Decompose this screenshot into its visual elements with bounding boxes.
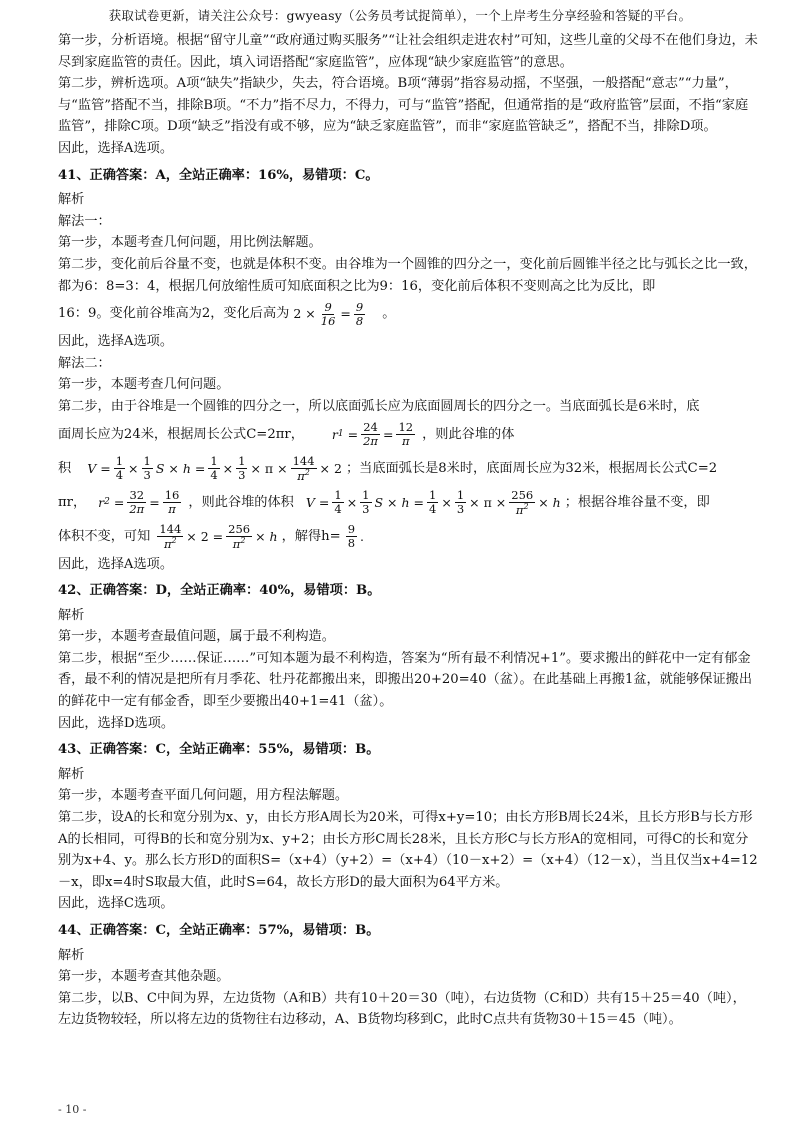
- q41-m2-line-r1: 面周长应为24米，根据周长公式C=2πr， r 1 = $\frac{24}{2\pi}$ = $\frac{12}{\pi}$ ，则此谷堆的体: [58, 420, 515, 448]
- q40-step1: 第一步，分析语境。根据“留守儿童”“政府通过购买服务”“让社会组织走进农村”可知，这些儿童的父母不在他们身边，未尽到家庭监管的责任。因此，填入词语搭配“家庭监管”，应体现“缺少家庭监管”的意思。: [58, 33, 758, 70]
- q41-m2-conclusion: 因此，选择A选项。: [58, 556, 174, 572]
- q43-step2: 第二步，设A的长和宽分别为x、y，由长方形A周长为20米，可得x+y=10；由长方形B周长24米，且长方形B与长方形A的长相同，可得B的长和宽分别为x、y+2；由长方形C周长28米，且长方形C与长方形A的宽相同，可得C的长和宽分别为x+4、y。那么长方形D的面积S=（x+4）（y+2）=（x+4）（10－x+2）=（x+4）（12－x），当且仅当x+4=12－x，即x=4时S取最大值，此时S=64，故长方形D的最大面积为64平方米。: [58, 810, 758, 890]
- q41-m1-step1: 第一步，本题考查几何问题，用比例法解题。: [58, 235, 322, 251]
- q41-m1-step2-cont: 16：9。变化前谷堆高为2，变化后高为 2 × $\frac{9}{16}$ = $\frac{9}{8}$ 。: [58, 299, 396, 328]
- q41-method2-label: 解法二：: [58, 355, 111, 371]
- formula-r2: r 2 = $\frac{32}{2\pi}$ = $\frac{16}{\pi}$: [98, 488, 180, 516]
- q41-analysis-label: 解析: [58, 192, 85, 208]
- q42-step2: 第二步，根据“至少……保证……”可知本题为最不利构造，答案为“所有最不利情况+1”。要求搬出的鲜花中一定有郁金香，最不利的情况是把所有月季花、牡丹花都搬出来，即搬出20+20=40（盆）。在此基础上再搬1盆，就能够保证搬出的鲜花中一定有郁金香，即至少要搬出40+1=41（盆）。: [58, 650, 753, 710]
- formula-v2: V = $\frac{1}{4}$ × $\frac{1}{3}$ S × h = $\frac{1}{4}$ × $\frac{1}{3}$ × π × $\frac{256}{\pi^2}$ × h: [305, 487, 561, 517]
- q42-analysis-label: 解析: [58, 607, 85, 623]
- formula-v1: V = $\frac{1}{4}$ × $\frac{1}{3}$ S × h = $\frac{1}{4}$ × $\frac{1}{3}$ × π × $\frac{144}{\pi^2}$ × 2: [87, 453, 342, 483]
- q42-answer: 42、正确答案：D，全站正确率：40%，易错项：B。: [58, 583, 381, 599]
- q42-conclusion: 因此，选择D选项。: [58, 715, 175, 731]
- q41-m2-line-v1: 积 V = $\frac{1}{4}$ × $\frac{1}{3}$ S × h = $\frac{1}{4}$ × $\frac{1}{3}$ × π × $\frac{144}{\pi^2}$ × 2 ；当底面弧长是8米时，底面周长应为32米，根据周长公式C=2: [58, 453, 718, 483]
- q44-analysis-label: 解析: [58, 947, 85, 963]
- q43-answer: 43、正确答案：C，全站正确率：55%，易错项：B。: [58, 742, 380, 758]
- q41-m2-step2: 第二步，由于谷堆是一个圆锥的四分之一，所以底面弧长应为底面圆周长的四分之一。当底面弧长是6米时，底: [58, 398, 700, 414]
- q41-m1-step2: 第二步，变化前后谷量不变，也就是体积不变。由谷堆为一个圆锥的四分之一，变化前后圆锥半径之比与弧长之比一致，都为6：8=3：4，根据几何放缩性质可知底面积之比为9：16，变化前后体积不变则高之比为反比，即: [58, 256, 757, 294]
- page-content: [58, 30, 758, 1031]
- q43-step1: 第一步，本题考查平面几何问题，用方程法解题。: [58, 788, 349, 804]
- q44-step1: 第一步，本题考查其他杂题。: [58, 969, 230, 985]
- q43-analysis-label: 解析: [58, 766, 85, 782]
- q41-m1-conclusion: 因此，选择A选项。: [58, 334, 174, 350]
- formula-r1: r 1 = $\frac{24}{2\pi}$ = $\frac{12}{\pi}$: [331, 420, 414, 448]
- q40-step2: 第二步，辨析选项。A项“缺失”指缺少，失去，符合语境。B项“薄弱”指容易动摇，不坚强，一般搭配“意志”“力量”，与“监管”搭配不当，排除B项。“不力”指不尽力，不得力，可与“监管”搭配，但通常指的是“政府监管”层面，不指“家庭监管”，排除C项。D项“缺乏”指没有或不够，应为“缺乏家庭监管”，而非“家庭监管缺乏”，搭配不当，排除D项。: [58, 76, 749, 135]
- q43-conclusion: 因此，选择C选项。: [58, 896, 174, 912]
- q42-step1: 第一步，本题考查最值问题，属于最不利构造。: [58, 629, 335, 645]
- q41-answer: 41、正确答案：A，全站正确率：16%，易错项：C。: [58, 167, 379, 183]
- page-number: - 10 -: [58, 1103, 87, 1116]
- q44-step2: 第二步，以B、C中间为界，左边货物（A和B）共有10＋20＝30（吨），右边货物（C和D）共有15＋25＝40（吨），左边货物较轻，所以将左边的货物往右边移动，A、B货物均移到C，此时C点共有货物30＋15＝45（吨）。: [58, 990, 746, 1028]
- formula-equal-volume: $\frac{144}{\pi^2}$ × 2 = $\frac{256}{\pi^2}$ × h: [159, 521, 278, 551]
- q41-m2-line-equal: 体积不变，可知 $\frac{144}{\pi^2}$ × 2 = $\frac{256}{\pi^2}$ × h ，解得h= $\frac{9}{8}$ .: [58, 521, 365, 551]
- q44-answer: 44、正确答案：C，全站正确率：57%，易错项：B。: [58, 923, 380, 938]
- formula-h-result: $\frac{9}{8}$ .: [347, 522, 365, 550]
- q41-method1-label: 解法一：: [58, 213, 111, 229]
- page-header: 获取试卷更新，请关注公众号：gwyeasy（公务员考试捉简单），一个上岸考生分享经验和答疑的平台。: [108, 8, 692, 23]
- formula-new-height: 2 × $\frac{9}{16}$ = $\frac{9}{8}$: [293, 299, 364, 328]
- q41-m2-step1: 第一步，本题考查几何问题。: [58, 377, 230, 393]
- q41-m2-line-r2: πr， r 2 = $\frac{32}{2\pi}$ = $\frac{16}{\pi}$ ，则此谷堆的体积 V = $\frac{1}{4}$ × $\frac{1}{3}$ S × h = $\frac{1}{4}$ × $\frac{1}{3}$ × π × $\frac{256}{\pi^2}$ × h ；根据谷堆谷量不变，即: [58, 487, 710, 517]
- q40-conclusion: 因此，选择A选项。: [58, 140, 174, 156]
